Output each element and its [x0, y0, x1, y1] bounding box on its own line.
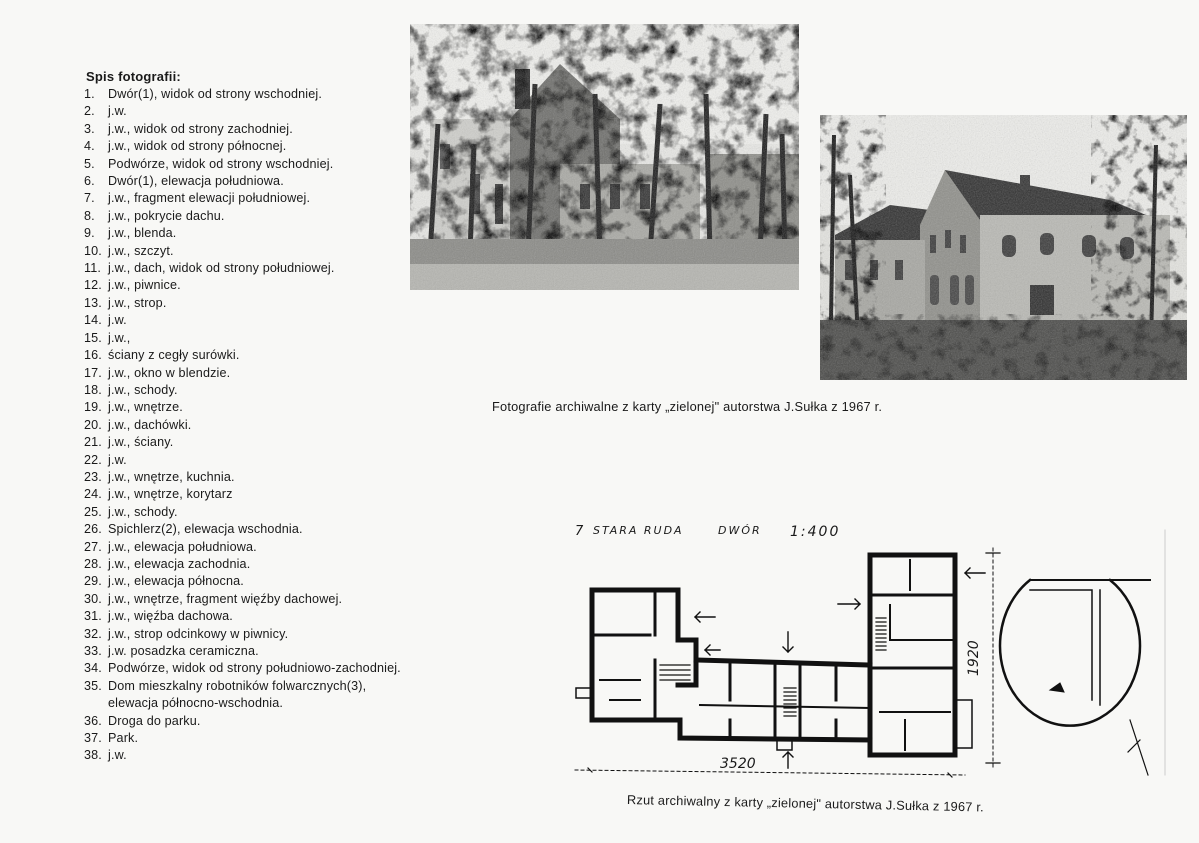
- photo-list-item-number: 34.: [84, 661, 102, 676]
- photo-list-item: [84, 173, 401, 190]
- photo-list-item-text: ściany z cegły surówki.: [108, 348, 240, 363]
- photo-list-item-number: 11.: [84, 261, 102, 276]
- photo-list-item-text: j.w.: [108, 104, 127, 119]
- photo-list-item-number: 13.: [84, 295, 102, 310]
- photo-list-item: [84, 190, 401, 207]
- photo-list-item-text: j.w., blenda.: [108, 226, 177, 241]
- plan-label-place: STARA RUDA: [593, 524, 684, 537]
- photo-list-item: [84, 608, 401, 625]
- photo-list-item-number: 10.: [84, 243, 102, 258]
- photo-list-item: [84, 312, 401, 329]
- photo-list-item-number: 8.: [84, 208, 95, 223]
- photo-list-item: [84, 695, 401, 712]
- photo-list-item: [84, 521, 401, 538]
- photo-list-item-number: 6.: [84, 174, 95, 189]
- photo-list-item: [84, 225, 401, 242]
- photo-list-item-text: j.w., wnętrze.: [108, 400, 183, 415]
- photo-list-item-text: j.w., wnętrze, fragment więźby dachowej.: [108, 591, 343, 606]
- photo-list-item: [84, 156, 401, 173]
- photo-list-item: [84, 399, 401, 416]
- photo-list: [84, 86, 401, 765]
- photo-list-item: [84, 626, 401, 643]
- photo-list-item-number: 25.: [84, 504, 102, 519]
- photo-list-item: [84, 347, 401, 364]
- photo-list-item-number: 14.: [84, 313, 102, 328]
- photo-list-item: [84, 643, 401, 660]
- photo-list-item-text: j.w., elewacja północna.: [108, 574, 244, 589]
- plan-dimension-vertical: 1920: [966, 640, 982, 676]
- photo-list-item-number: 22.: [84, 452, 102, 467]
- photo-list-item: [84, 260, 401, 277]
- photo-list-item: [84, 469, 401, 486]
- photo-list-item-number: 30.: [84, 591, 102, 606]
- photo-list-item: [84, 121, 401, 138]
- photo-list-item-number: 2.: [84, 104, 95, 119]
- photo-list-item-text: j.w.,: [108, 330, 131, 345]
- photo-list-item-number: 1.: [84, 87, 95, 101]
- photo-list-item: [84, 277, 401, 294]
- photo-list-item: [84, 86, 401, 103]
- photo-list-item-number: 23.: [84, 469, 102, 484]
- photo-list-item-text: j.w., piwnice.: [108, 278, 181, 293]
- photo-list-item: [84, 730, 401, 747]
- photo-list-item-text: j.w., schody.: [108, 382, 178, 397]
- photo-list-item-text: j.w., szczyt.: [108, 243, 174, 258]
- photo-list-item: [84, 295, 401, 312]
- photo-list-item-number: 5.: [84, 156, 95, 171]
- photo-list-item: [84, 208, 401, 225]
- photo-list-item-text: j.w., schody.: [108, 504, 178, 519]
- photo-list-item-number: 33.: [84, 644, 102, 658]
- photo-list-item-number: 20.: [84, 417, 102, 432]
- photo-list-item-text: j.w., okno w blendzie.: [108, 365, 231, 380]
- photo-list-item-number: 12.: [84, 278, 102, 293]
- photo-list-item-text: j.w., wnętrze, korytarz: [108, 487, 233, 502]
- plan-dimension-horizontal: 3520: [720, 756, 756, 772]
- photo-list-item-number: 17.: [84, 365, 102, 380]
- photo-list-item: [84, 330, 401, 347]
- photo-list-item: [84, 382, 401, 399]
- photo-list-item-text: Spichlerz(2), elewacja wschodnia.: [108, 522, 303, 537]
- photo-list-item-number: 28.: [84, 556, 102, 571]
- photo-list-item-text: Dwór(1), elewacja południowa.: [108, 174, 284, 189]
- photo-list-item-number: 18.: [84, 382, 102, 397]
- photo-list-item-text: j.w., ściany.: [108, 435, 174, 450]
- photo-list-item-text: j.w., widok od strony północnej.: [108, 139, 287, 154]
- photo-list-item: [84, 365, 401, 382]
- photo-list-item-number: 15.: [84, 330, 102, 345]
- photo-list-item-number: 36.: [84, 713, 102, 728]
- photo-list-item-text: j.w.: [108, 748, 127, 763]
- photo-list-item-number: 4.: [84, 139, 95, 154]
- photo-list-item-text: elewacja północno-wschodnia.: [108, 696, 284, 711]
- photo-list-item-text: j.w. posadzka ceramiczna.: [108, 644, 259, 658]
- photo-list-item-text: Podwórze, widok od strony południowo-zachodniej.: [108, 661, 401, 676]
- photo-list-item: [84, 556, 401, 573]
- photo-list-item-number: 16.: [84, 348, 102, 363]
- photo-list-item-text: j.w., dach, widok od strony południowej.: [108, 261, 335, 276]
- photo-list-item-text: j.w., strop odcinkowy w piwnicy.: [108, 626, 289, 641]
- photo-list-item: [84, 243, 401, 260]
- photo-list-item-number: 19.: [84, 400, 102, 415]
- photo-list-item-text: j.w., pokrycie dachu.: [108, 208, 225, 223]
- photo-list-item-text: j.w.: [108, 313, 127, 328]
- photo-list-item-number: 31.: [84, 609, 102, 624]
- photo-list-item-number: 9.: [84, 226, 95, 241]
- photo-list-item-text: j.w., strop.: [108, 295, 167, 310]
- archival-photo-manor-building: [820, 115, 1187, 380]
- photos-caption: Fotografie archiwalne z karty „zielonej" autorstwa J.Sułka z 1967 r.: [492, 399, 883, 414]
- photo-list-item-number: 7.: [84, 191, 95, 206]
- photo-list-item: [84, 138, 401, 155]
- photo-list-item-number: 27.: [84, 539, 102, 554]
- photo-list-item-number: 24.: [84, 487, 102, 502]
- photo-list-item-number: 32.: [84, 626, 102, 641]
- photo-list-title: Spis fotografii:: [86, 69, 181, 84]
- photo-list-item-text: j.w., więźba dachowa.: [108, 609, 233, 624]
- photo-list-item-number: 3.: [84, 121, 95, 136]
- plan-caption: Rzut archiwalny z karty „zielonej" autorstwa J.Sułka z 1967 r.: [626, 792, 985, 815]
- photo-list-item-number: 26.: [84, 522, 102, 537]
- photo-list-item: [84, 434, 401, 451]
- photo-list-item-number: 38.: [84, 748, 102, 763]
- photo-list-item: [84, 103, 401, 120]
- photo-list-item-text: Podwórze, widok od strony wschodniej.: [108, 156, 334, 171]
- photo-list-item: [84, 591, 401, 608]
- photo-list-item-text: j.w., wnętrze, kuchnia.: [108, 469, 235, 484]
- photo-list-item: [84, 486, 401, 503]
- photo-list-item-text: j.w., elewacja południowa.: [108, 539, 257, 554]
- photo-list-item-text: j.w.: [108, 452, 127, 467]
- photo-list-item-text: j.w., elewacja zachodnia.: [108, 556, 251, 571]
- archival-photo-manor-trees: [410, 24, 799, 290]
- photo-list-item: [84, 747, 401, 764]
- photo-list-item: [84, 660, 401, 677]
- plan-label-object: DWÓR: [718, 524, 762, 537]
- photo-list-item-text: Dom mieszkalny robotników folwarcznych(3),: [108, 678, 367, 693]
- photo-list-item-number: 29.: [84, 574, 102, 589]
- photo-list-item-text: j.w., dachówki.: [108, 417, 192, 432]
- photo-list-item: [84, 452, 401, 469]
- photo-list-item-number: 37.: [84, 731, 102, 746]
- photo-list-item-number: 35.: [84, 678, 102, 693]
- photo-list-item: [84, 713, 401, 730]
- plan-label-scale: 1:400: [790, 524, 841, 540]
- photo-list-item: [84, 678, 401, 695]
- plan-label-number: 7: [575, 524, 586, 539]
- photo-list-item-text: Droga do parku.: [108, 713, 201, 728]
- photo-list-item: [84, 504, 401, 521]
- archival-floor-plan: [560, 515, 1180, 795]
- photo-list-item: [84, 417, 401, 434]
- photo-list-item-number: 21.: [84, 435, 102, 450]
- photo-list-item-text: Park.: [108, 731, 139, 746]
- photo-list-item: [84, 573, 401, 590]
- photo-list-item-text: Dwór(1), widok od strony wschodniej.: [108, 87, 322, 101]
- photo-list-item-text: j.w., fragment elewacji południowej.: [108, 191, 311, 206]
- photo-list-item: [84, 539, 401, 556]
- photo-list-item-text: j.w., widok od strony zachodniej.: [108, 121, 293, 136]
